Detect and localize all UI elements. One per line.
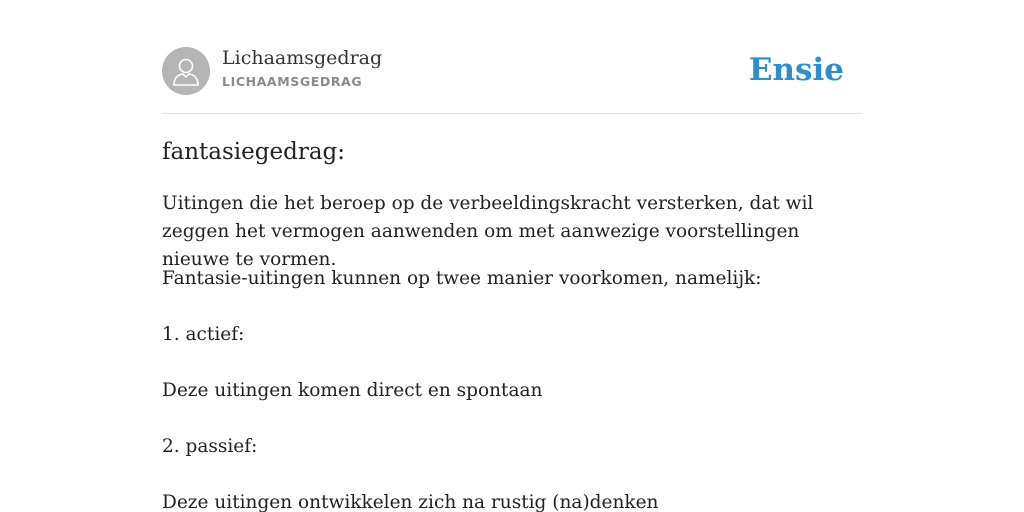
user-avatar-icon[interactable] (162, 47, 210, 95)
article-header (162, 46, 862, 114)
paragraph-item-2-text: Deze uitingen ontwikkelen zich na rustig (na)denken (162, 492, 659, 512)
brand-logo[interactable]: Ensie (748, 52, 844, 88)
paragraph-item-1-heading: 1. actief: (162, 324, 245, 345)
paragraph-definition: Uitingen die het beroep op de verbeeldingskracht versterken, dat wil zeggen het vermogen aanwenden om met aanwezige voorstellingen nieuwe te vormen. (162, 193, 814, 270)
author-name[interactable]: Lichaamsgedrag (222, 47, 383, 69)
article-card (162, 46, 862, 114)
paragraph-item-2-heading: 2. passief: (162, 436, 258, 457)
paragraph-intro: Fantasie-uitingen kunnen op twee manier voorkomen, namelijk: (162, 268, 762, 289)
paragraph-item-1-text: Deze uitingen komen direct en spontaan (162, 380, 543, 401)
article-title: fantasiegedrag: (162, 139, 346, 165)
author-category[interactable]: LICHAAMSGEDRAG (222, 74, 363, 89)
